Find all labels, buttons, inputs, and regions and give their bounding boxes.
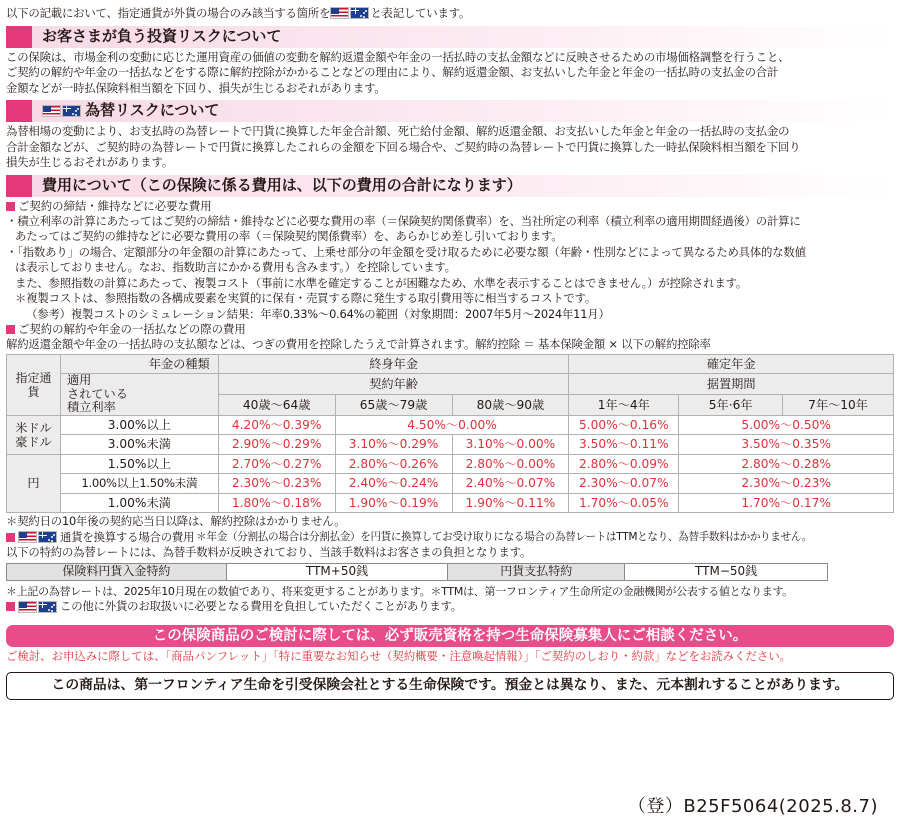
period-header: 1年～4年 xyxy=(569,394,679,415)
value-cell: 1.70%～0.17% xyxy=(679,493,894,513)
investment-risk-line: ご契約の解約や年金の一括払などをする際に解約控除がかかることなどの理由により、解約返還金額、お支払いした年金と年金の一括払時の支払金の合計 xyxy=(6,65,779,79)
table-row xyxy=(7,563,828,580)
surrender-fee-table xyxy=(6,354,894,514)
maintenance-heading: ご契約の締結・維持などに必要な費用 xyxy=(6,199,894,214)
value-cell: 4.20%～0.39% xyxy=(218,415,335,435)
fixed-header: 確定年金 xyxy=(569,354,894,374)
value-cell: 2.40%～0.07% xyxy=(452,474,569,494)
value-cell: 1.90%～0.11% xyxy=(452,493,569,513)
investment-risk-line: 金額などが一時払保険料相当額を下回り、損失が生じるおそれがあります。 xyxy=(6,80,386,95)
clause-label: 保険料円貨入金特約 xyxy=(7,563,227,580)
maintenance-line: また、参照指数の計算にあたって、複製コスト（事前に水準を確定することが困難なため、水準を表示することはできません。）が控除されます。 xyxy=(15,275,747,290)
value-cell: 2.30%～0.23% xyxy=(218,474,335,494)
age-header: 80歳～90歳 xyxy=(452,394,569,415)
table-row xyxy=(7,435,894,455)
value-cell: 2.90%～0.29% xyxy=(218,435,335,455)
investment-risk-header xyxy=(6,26,894,48)
clause-value: TTM−50銭 xyxy=(625,563,828,580)
value-cell: 4.50%～0.00% xyxy=(335,415,569,435)
conversion-heading: 通貨を換算する場合の費用 xyxy=(60,529,195,544)
rate-cell: 1.00%以上1.50%未満 xyxy=(60,474,218,494)
value-cell: 1.90%～0.19% xyxy=(335,493,452,513)
value-cell: 2.80%～0.00% xyxy=(452,454,569,474)
period-header: 7年～10年 xyxy=(783,394,894,415)
conversion-line2: 以下の特約の為替レートには、為替手数料が反映されており、当該手数料はお客さまの負担となります。 xyxy=(6,545,532,559)
value-cell: 5.00%～0.16% xyxy=(569,415,679,435)
value-cell: 2.80%～0.28% xyxy=(679,454,894,474)
maintenance-note: ＊複製コストは、参照指数の各構成要素を実質的に保有・売買する際に発生する取引費用等に相当するコストです。 xyxy=(15,291,597,305)
australia-flag-icon xyxy=(38,531,57,543)
intro-line xyxy=(6,6,894,22)
fx-risk-title: 為替リスクについて xyxy=(85,101,220,120)
section-marker xyxy=(6,100,32,122)
value-cell: 5.00%～0.50% xyxy=(679,415,894,435)
clause-label: 円貨支払特約 xyxy=(448,563,625,580)
australia-flag-icon xyxy=(38,601,57,613)
value-cell: 2.30%～0.07% xyxy=(569,474,679,494)
fx-risk-line: 損失が生じるおそれがあります。 xyxy=(6,155,173,169)
square-bullet-icon xyxy=(6,602,15,611)
section-marker xyxy=(6,175,32,197)
currency-jpy: 円 xyxy=(7,454,61,513)
maintenance-line: あたってはご契約の維持などに必要な費用の率（＝保険契約関係費率）を、あらかじめ差し引いております。 xyxy=(15,229,563,243)
value-cell: 2.40%～0.24% xyxy=(335,474,452,494)
surrender-line: 解約返還金額や年金の一括払時の支払額などは、つぎの費用を控除したうえで計算されます。解約控除 ＝ 基本保険金額 × 以下の解約控除率 xyxy=(6,337,711,351)
value-cell: 3.10%～0.00% xyxy=(452,435,569,455)
deferral-header: 据置期間 xyxy=(569,374,894,395)
table-row xyxy=(7,474,894,494)
us-flag-icon xyxy=(330,7,349,19)
square-bullet-icon xyxy=(6,202,15,211)
fx-risk-line: 為替相場の変動により、お支払時の為替レートで円貨に換算した年金合計額、死亡給付金額、解約返還金額、お支払いした年金と年金の一括払時の支払金の xyxy=(6,124,790,138)
value-cell: 3.50%～0.35% xyxy=(679,435,894,455)
fx-risk-line: 合計金額などが、ご契約時の為替レートで円貨に換算したこれらの金額を下回る場合や、ご契約時の為替レートで円貨に換算した一時払保険料相当額を下回り xyxy=(6,139,801,154)
other-costs-line: この他に外貨のお取扱いに必要となる費用を負担していただくことがあります。 xyxy=(6,599,894,615)
special-clause-table xyxy=(6,563,828,581)
pension-type-header: 年金の種類 xyxy=(60,354,218,374)
investment-risk-line: この保険は、市場金利の変動に応じた運用資産の価値の変動を解約返還金額や年金の一括払時の支払金額などに反映させるための市場価格調整を行うこと、 xyxy=(6,49,790,64)
intro-after: と表記しています。 xyxy=(370,6,471,20)
consultation-banner: この保険商品のご検討に際しては、必ず販売資格を持つ生命保険募集人にご相談ください。 xyxy=(6,625,894,647)
contract-age-header: 契約年齢 xyxy=(218,374,569,395)
age-header: 40歳～64歳 xyxy=(218,394,335,415)
investment-risk-title: お客さまが負う投資リスクについて xyxy=(42,26,282,45)
table-row xyxy=(7,493,894,513)
red-notice: ご検討、お申込みに際しては、「商品パンフレット」「特に重要なお知らせ（契約概要・注意喚起情報）」「ご契約のしおり・約款」などをお読みください。 xyxy=(6,648,792,663)
australia-flag-icon xyxy=(350,7,369,19)
maintenance-line: は表示しておりません。なお、指数助言にかかる費用も含みます。）を控除しています。 xyxy=(15,260,456,274)
conversion-line xyxy=(6,530,894,546)
currency-usd-aud: 米ドル 豪ドル xyxy=(7,415,61,454)
fx-risk-header xyxy=(6,100,894,122)
conversion-note: ＊上記の為替レートは、2025年10月現在の数値であり、将来変更することがあります。＊TTMは、第一フロンティア生命所定の金融機関が公表する値となります。 xyxy=(6,584,793,598)
value-cell: 1.70%～0.05% xyxy=(569,493,679,513)
section-marker xyxy=(6,26,32,48)
maintenance-line: ・「指数あり」の場合、定額部分の年金額の計算にあたって、上乗せ部分の年金額を受け取るために必要な額（年齢・性別などによって異なるため具体的な数値 xyxy=(6,244,806,259)
maintenance-note: （参考）複製コストのシミュレーション結果：年率0.33%～0.64%の範囲（対象期間：2007年5月～2024年11月） xyxy=(26,306,610,321)
table-row xyxy=(7,454,894,474)
us-flag-icon xyxy=(18,531,37,543)
conversion-desc: ＊年金（分割払の場合は分割払金）を円貨に換算してお受け取りになる場合の為替レートはTTMとなり、為替手数料はかかりません。 xyxy=(196,530,812,543)
australia-flag-icon xyxy=(62,105,81,117)
value-cell: 3.50%～0.11% xyxy=(569,435,679,455)
currency-header: 指定通貨 xyxy=(7,354,61,415)
costs-header xyxy=(6,175,894,197)
rate-cell: 1.50%以上 xyxy=(60,454,218,474)
intro-before: 以下の記載において、指定通貨が外貨の場合のみ該当する箇所を xyxy=(6,6,331,20)
us-flag-icon xyxy=(42,105,61,117)
table-row xyxy=(7,415,894,435)
rate-cell: 3.00%以上 xyxy=(60,415,218,435)
value-cell: 3.10%～0.29% xyxy=(335,435,452,455)
surrender-heading: ご契約の解約や年金の一括払などの際の費用 xyxy=(6,322,894,337)
value-cell: 2.30%～0.23% xyxy=(679,474,894,494)
rate-cell: 1.00%未満 xyxy=(60,493,218,513)
clause-value: TTM+50銭 xyxy=(226,563,448,580)
square-bullet-icon xyxy=(6,533,15,542)
document xyxy=(6,6,894,700)
value-cell: 2.80%～0.26% xyxy=(335,454,452,474)
value-cell: 1.80%～0.18% xyxy=(218,493,335,513)
registration-code: （登）B25F5064(2025.8.7) xyxy=(627,796,878,817)
after-table-note: ＊契約日の10年後の契約応当日以降は、解約控除はかかりません。 xyxy=(6,514,346,528)
rate-cell: 3.00%未満 xyxy=(60,435,218,455)
lifetime-header: 終身年金 xyxy=(218,354,569,374)
value-cell: 2.80%～0.09% xyxy=(569,454,679,474)
rate-header: 適用 されている 積立利率 xyxy=(60,374,218,416)
maintenance-line: ・積立利率の計算にあたってはご契約の締結・維持などに必要な費用の率（＝保険契約関係費率）を、当社所定の利率（積立利率の適用期間経過後）の計算に xyxy=(6,213,801,228)
costs-title: 費用について（この保険に係る費用は、以下の費用の合計になります） xyxy=(42,175,522,194)
product-notice-box: この商品は、第一フロンティア生命を引受保険会社とする生命保険です。預金とは異なり、また、元本割れすることがあります。 xyxy=(6,672,894,700)
value-cell: 2.70%～0.27% xyxy=(218,454,335,474)
age-header: 65歳～79歳 xyxy=(335,394,452,415)
square-bullet-icon xyxy=(6,325,15,334)
us-flag-icon xyxy=(18,601,37,613)
period-header: 5年·6年 xyxy=(679,394,783,415)
